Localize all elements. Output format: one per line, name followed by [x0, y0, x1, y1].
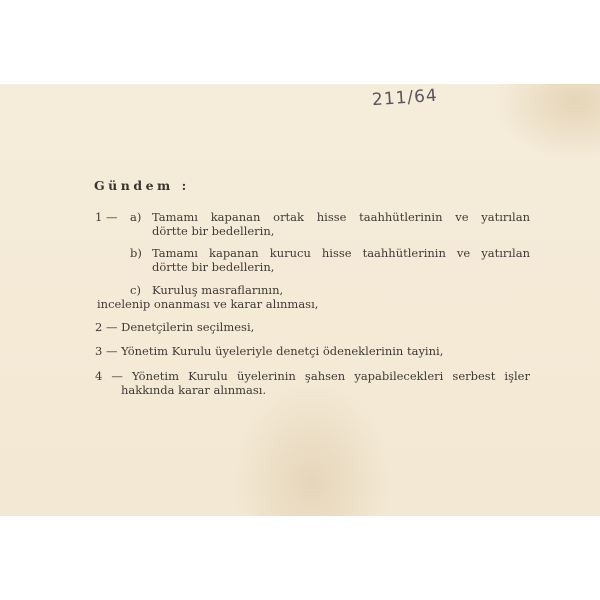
item-1b-marker: b) [130, 246, 142, 260]
item-2: 2 — Denetçilerin seçilmesi, [95, 320, 255, 334]
item-1-number: 1 — [95, 210, 118, 224]
item-1a-line-2: dörtte bir bedellerin, [152, 224, 275, 238]
item-1a-marker: a) [130, 210, 142, 224]
item-4-line-2: hakkında karar alınması. [121, 383, 267, 397]
agenda-heading: Gündem : [94, 178, 190, 193]
item-3: 3 — Yönetim Kurulu üyeleriyle denetçi ödeneklerinin tayini, [95, 344, 444, 358]
item-1b-line-2: dörtte bir bedellerin, [152, 260, 275, 274]
item-1a-line-1: Tamamı kapanan ortak hisse taahhütlerinin ve yatırılan [152, 210, 530, 224]
item-1c-line-1: Kuruluş masraflarının, [152, 283, 284, 297]
item-1b-line-1: Tamamı kapanan kurucu hisse taahhütlerinin ve yatırılan [152, 246, 530, 260]
item-1c-marker: c) [130, 283, 141, 297]
item-1c-line-2: incelenip onanması ve karar alınması, [97, 297, 319, 311]
handwritten-reference-number: 211/64 [371, 85, 439, 111]
item-4-line-1: 4 — Yönetim Kurulu üyelerinin şahsen yapabilecekleri serbest işler [95, 369, 530, 383]
